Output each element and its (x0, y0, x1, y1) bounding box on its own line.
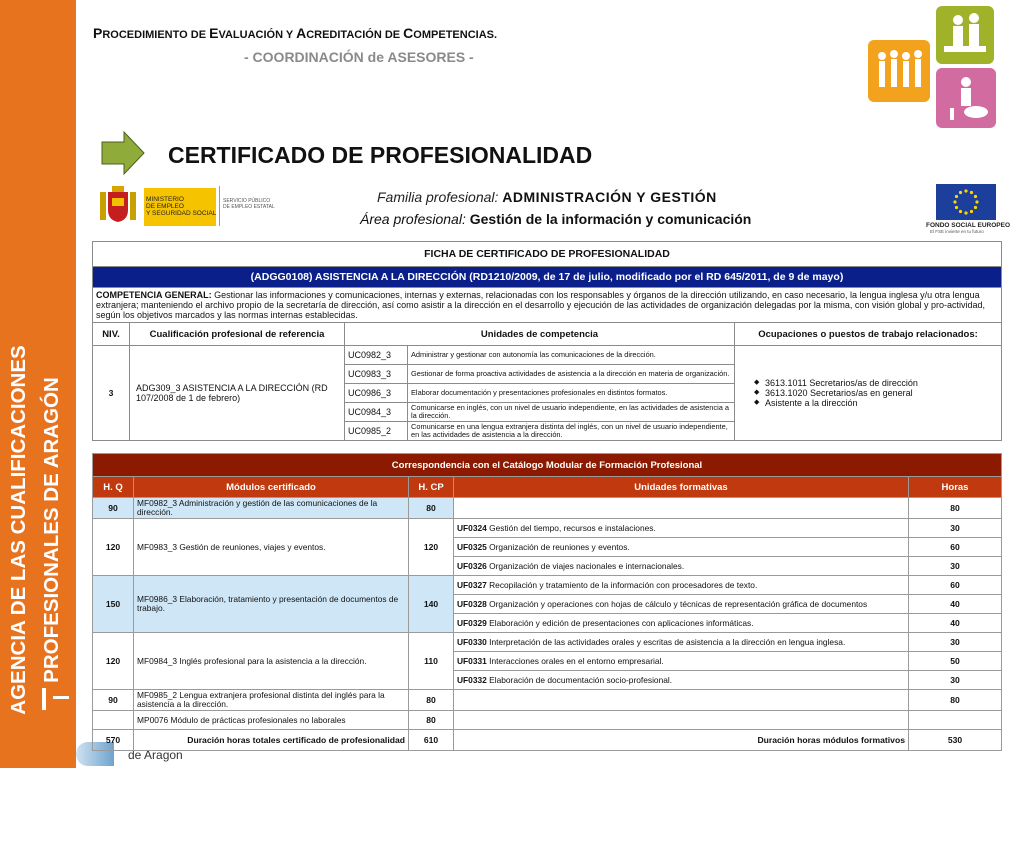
header-title (93, 25, 497, 41)
uf-text: Recopilación y tratamiento de la información con procesadores de texto. (486, 579, 758, 590)
uf-code: UF0326 (457, 560, 487, 571)
uf-code: UF0328 (457, 598, 487, 609)
uf-cell (454, 538, 909, 557)
occupation-item: ◆ Asistente a la dirección (765, 398, 998, 408)
total-label: Duración horas totales certificado de profesionalidad (134, 730, 409, 751)
unit-code: UC0985_2 (345, 422, 408, 441)
col-unidades-formativas: Unidades formativas (454, 477, 909, 498)
unit-text: Administrar y gestionar con autonomía las comunicaciones de la dirección. (408, 346, 735, 365)
col-cualificacion: Cualificación profesional de referencia (130, 323, 345, 346)
col-niv: NIV. (93, 323, 130, 346)
competencia-label: COMPETENCIA GENERAL: (96, 290, 212, 300)
uf-cell (454, 690, 909, 711)
uf-text: Elaboración y edición de presentaciones con aplicaciones informáticas. (486, 617, 754, 628)
arrow-right-icon (100, 130, 146, 181)
uf-hours: 80 (909, 498, 1002, 519)
module-hq: 120 (93, 519, 134, 576)
module-hcp: 80 (409, 690, 454, 711)
module-hq: 90 (93, 690, 134, 711)
eu-star-icon (959, 191, 962, 194)
sidebar-line-2: PROFESIONALES DE ARAGÓN (40, 377, 63, 683)
module-name: MF0985_2 Lengua extranjera profesional distinta del inglés para la asistencia a la dirección. (134, 690, 409, 711)
uf-cell (454, 652, 909, 671)
module-name: MF0982_3 Administración y gestión de las comunicaciones de la dirección. (134, 498, 409, 519)
uf-cell (454, 671, 909, 690)
uf-code: UF0331 (457, 655, 487, 666)
eu-star-icon (975, 200, 978, 203)
eu-text: FONDO SOCIAL EUROPEO (926, 222, 1011, 229)
eu-flag-icon (936, 184, 996, 220)
uf-code: UF0332 (457, 674, 487, 685)
uf-hours: 40 (909, 614, 1002, 633)
uf-hours: 30 (909, 557, 1002, 576)
occupation-item: ◆ 3613.1011 Secretarios/as de dirección (765, 378, 998, 388)
unit-code: UC0986_3 (345, 384, 408, 403)
area-value: Gestión de la información y comunicación (469, 211, 752, 227)
uf-hours: 50 (909, 652, 1002, 671)
uf-code: UF0330 (457, 636, 487, 647)
title-cap: P (93, 25, 103, 41)
module-name: MF0984_3 Inglés profesional para la asistencia a la dirección. (134, 633, 409, 690)
unit-code: UC0984_3 (345, 403, 408, 422)
col-ocupaciones: Ocupaciones o puestos de trabajo relacionados: (735, 323, 1002, 346)
title-cap: C (403, 25, 414, 41)
title-rest: ROCEDIMIENTO DE (102, 29, 210, 41)
sidebar-bar (42, 688, 46, 710)
total-hours: 530 (909, 730, 1002, 751)
module-hcp: 80 (409, 711, 454, 730)
total-uf-label: Duración horas módulos formativos (454, 730, 909, 751)
unit-text: Gestionar de forma proactiva actividades de asistencia a la dirección en materia de organización. (408, 365, 735, 384)
uf-text: Interacciones orales en el entorno empresarial. (486, 655, 664, 666)
col-horas: Horas (909, 477, 1002, 498)
footer-logo-text: de Aragon (128, 748, 183, 762)
header-subtitle: - COORDINACIÓN de ASESORES - (244, 49, 474, 65)
unit-code: UC0982_3 (345, 346, 408, 365)
uf-hours: 30 (909, 671, 1002, 690)
uf-text: Elaboración de documentación socio-profesional. (486, 674, 673, 685)
occupations-cell (735, 346, 1002, 441)
eu-star-icon (953, 200, 956, 203)
uf-code: UF0329 (457, 617, 487, 628)
sidebar-text (0, 0, 76, 768)
unit-text: Comunicarse en una lengua extranjera distinta del inglés, con un nivel de usuario independiente, en las actividades de asistencia a la dirección. (408, 422, 735, 441)
uf-text: Organización y operaciones con hojas de cálculo y técnicas de representación gráfica de documentos (486, 598, 868, 609)
eu-star-icon (964, 189, 967, 192)
eu-star-icon (955, 195, 958, 198)
uf-hours: 80 (909, 690, 1002, 711)
module-hcp: 140 (409, 576, 454, 633)
niv-value: 3 (93, 346, 130, 441)
eu-star-icon (974, 206, 977, 209)
col-hcp: H. CP (409, 477, 454, 498)
uf-hours: 30 (909, 519, 1002, 538)
unit-text: Elaborar documentación y presentaciones profesionales en distintos formatos. (408, 384, 735, 403)
family-line (377, 189, 717, 205)
module-hq (93, 711, 134, 730)
uf-text: Organización de viajes nacionales e internacionales. (486, 560, 685, 571)
col-modulos: Módulos certificado (134, 477, 409, 498)
module-row (93, 576, 1002, 595)
uf-cell (454, 633, 909, 652)
title-cap: A (296, 25, 307, 41)
worker-tile-icon (936, 68, 996, 128)
ficha-code: (ADGG0108) ASISTENCIA A LA DIRECCIÓN (RD1210/2009, de 17 de julio, modificado por el RD 645/2011, de 9 de mayo) (93, 267, 1002, 288)
ministry-text: MINISTERIO DE EMPLEO Y SEGURIDAD SOCIAL (146, 196, 217, 217)
eu-star-icon (964, 211, 967, 214)
uf-text: Gestión del tiempo, recursos e instalaciones. (486, 522, 656, 533)
coat-of-arms-icon (98, 184, 138, 226)
unit-row (93, 346, 1002, 365)
ficha-header: FICHA DE CERTIFICADO DE PROFESIONALIDAD (93, 242, 1002, 267)
module-hcp: 120 (409, 519, 454, 576)
module-hq: 150 (93, 576, 134, 633)
competencia-general (93, 288, 1002, 323)
module-hq: 90 (93, 498, 134, 519)
family-label: Familia profesional: (377, 189, 499, 205)
people-tile-icon (936, 6, 994, 64)
uf-hours: 60 (909, 576, 1002, 595)
correspondencia-banner: Correspondencia con el Catálogo Modular de Formación Profesional (93, 454, 1002, 477)
family-value: ADMINISTRACIÓN Y GESTIÓN (502, 189, 717, 205)
eu-star-icon (955, 206, 958, 209)
correspondencia-table (92, 453, 1002, 751)
total-hq: 570 (93, 730, 134, 751)
area-line (360, 211, 751, 227)
eu-star-icon (974, 195, 977, 198)
title-rest: CREDITACIÓN DE (306, 29, 404, 41)
sidebar-dash (53, 696, 69, 699)
uf-hours: 30 (909, 633, 1002, 652)
module-row (93, 690, 1002, 711)
eu-subtext: El FSE invierte en tu futuro (930, 229, 984, 234)
certificate-title: CERTIFICADO DE PROFESIONALIDAD (168, 142, 593, 168)
module-row (93, 519, 1002, 538)
uf-cell (454, 595, 909, 614)
module-hcp: 80 (409, 498, 454, 519)
ficha-table (92, 241, 1002, 441)
occupation-item: ◆ 3613.1020 Secretarios/as en general (765, 388, 998, 398)
uf-text: Interpretación de las actividades orales y escritas de asistencia a la dirección en lengua inglesa. (486, 636, 846, 647)
total-hcp: 610 (409, 730, 454, 751)
ministry-service-text: SERVICIO PÚBLICO DE EMPLEO ESTATAL (223, 198, 275, 210)
uf-hours-empty (909, 711, 1002, 730)
uf-cell (454, 557, 909, 576)
title-rest: OMPETENCIAS. (413, 29, 498, 41)
eu-star-icon (970, 210, 973, 213)
area-label: Área profesional: (360, 211, 466, 227)
unit-text: Comunicarse en inglés, con un nivel de usuario independiente, en las actividades de asistencia a la dirección. (408, 403, 735, 422)
uf-empty (454, 711, 909, 730)
col-unidades: Unidades de competencia (345, 323, 735, 346)
eu-star-icon (959, 210, 962, 213)
group-tile-icon (868, 40, 930, 102)
module-hq: 120 (93, 633, 134, 690)
module-name: MF0986_3 Elaboración, tratamiento y presentación de documentos de trabajo. (134, 576, 409, 633)
title-cap: E (209, 25, 219, 41)
uf-cell (454, 498, 909, 519)
module-row (93, 633, 1002, 652)
module-name: MF0983_3 Gestión de reuniones, viajes y eventos. (134, 519, 409, 576)
uf-code: UF0327 (457, 579, 487, 590)
unit-code: UC0983_3 (345, 365, 408, 384)
uf-code: UF0324 (457, 522, 487, 533)
module-row (93, 498, 1002, 519)
uf-hours: 40 (909, 595, 1002, 614)
uf-text: Organización de reuniones y eventos. (486, 541, 630, 552)
uf-code: UF0325 (457, 541, 487, 552)
total-row (93, 730, 1002, 751)
module-name: MP0076 Módulo de prácticas profesionales no laborales (134, 711, 409, 730)
competencia-text: Gestionar las informaciones y comunicaciones, internas y externas, relacionadas con los responsables y órganos de la dirección utilizando, en caso necesario, la lengua inglesa y/u otra lengua extranjera; manteniendo el archivo propio de la secretaría de dirección, así como asistir a la dirección en el desarrollo y ejecución de las actividades de organización delegadas por la misma, con visión global y pro-actividad, según los objetivos marcados y las normas internas establecidas. (96, 290, 985, 320)
module-row (93, 711, 1002, 730)
title-rest: VALUACIÓN Y (218, 29, 297, 41)
module-hcp: 110 (409, 633, 454, 690)
uf-cell (454, 614, 909, 633)
ministry-separator (219, 186, 220, 226)
uf-cell (454, 519, 909, 538)
sidebar-line-1: AGENCIA DE LAS CUALIFICACIONES (7, 345, 30, 715)
col-hq: H. Q (93, 477, 134, 498)
eu-star-icon (970, 191, 973, 194)
cualificacion-value: ADG309_3 ASISTENCIA A LA DIRECCIÓN (RD 107/2008 de 1 de febrero) (130, 346, 345, 441)
uf-hours: 60 (909, 538, 1002, 557)
uf-cell (454, 576, 909, 595)
